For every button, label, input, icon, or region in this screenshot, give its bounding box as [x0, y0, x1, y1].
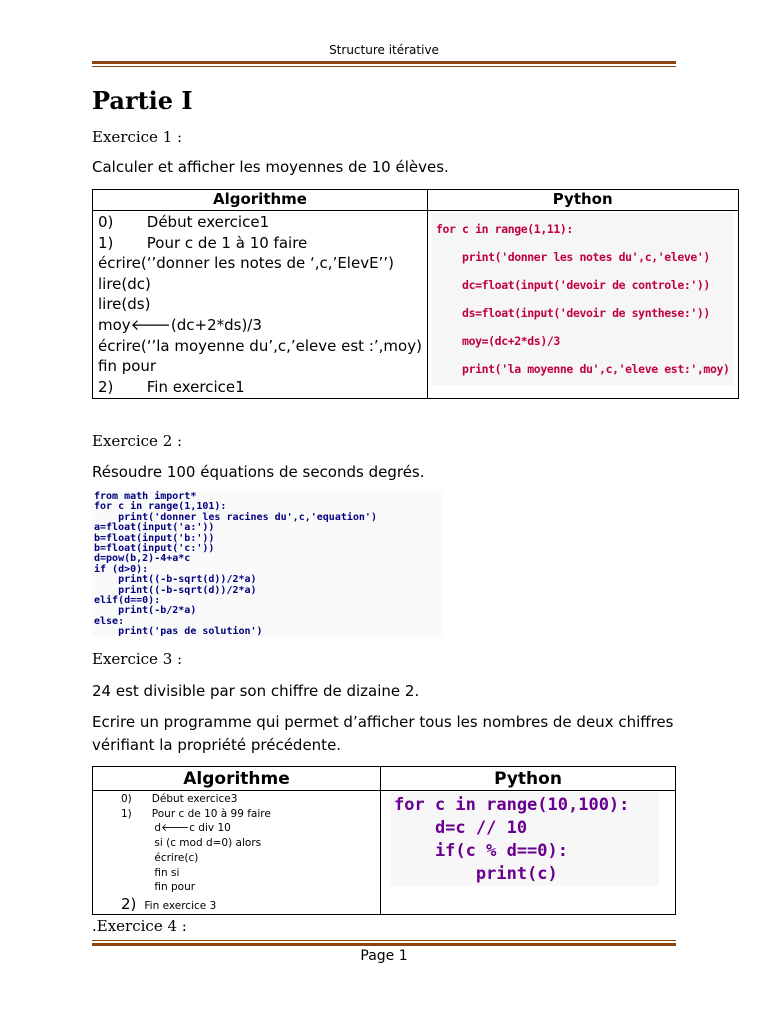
ex3-python-cell	[381, 791, 676, 915]
code-line: print('donner les racines du',c,'equation')	[94, 511, 377, 523]
algo-step-number: 2)	[121, 894, 137, 913]
ex1-algo-header: Algorithme	[93, 190, 428, 211]
code-line: if(c % d==0):	[394, 841, 568, 861]
exercise-2-title: Exercice 2 :	[92, 432, 183, 450]
code-line: else:	[94, 615, 125, 627]
exercise-2-code-image	[92, 491, 442, 637]
code-line: print('pas de solution')	[94, 626, 263, 638]
exercise-3-statement-2: Ecrire un programme qui permet d’afficher tous les nombres de deux chiffres vérifiant la propriété précédente.	[92, 713, 674, 754]
exercise-1-statement: Calculer et afficher les moyennes de 10 élèves.	[92, 158, 449, 176]
code-line: elif(d==0):	[94, 595, 161, 607]
code-line: dc=float(input('devoir de controle:'))	[435, 278, 710, 292]
footer-rule-thick	[92, 943, 676, 946]
ex3-algo-header: Algorithme	[93, 767, 381, 791]
algo-line: lire(ds)	[98, 295, 151, 314]
code-line: if (d>0):	[94, 563, 149, 575]
code-line: print('la moyenne du',c,'eleve est:',moy)	[435, 362, 730, 376]
algo-line: 1) Pour c de 10 à 99 faire	[121, 807, 271, 820]
code-line: b=float(input('c:'))	[94, 543, 215, 555]
algo-line: fin pour	[121, 881, 196, 894]
exercise-1-title: Exercice 1 :	[92, 128, 183, 146]
exercise-1-table	[92, 189, 739, 399]
code-line: print((-b-sqrt(d))/2*a)	[94, 574, 257, 586]
algo-line: 2) Fin exercice1	[98, 377, 245, 396]
ex1-python-header: Python	[427, 190, 738, 211]
footer-rule-thin	[92, 940, 676, 941]
code-line: for c in range(1,101):	[94, 501, 227, 513]
algo-line: d🡐c div 10	[121, 822, 231, 835]
ex3-python-code-image	[391, 792, 659, 886]
header-rule-thick	[92, 61, 676, 64]
code-line: a=float(input('a:'))	[94, 522, 215, 534]
algo-step-text: Fin exercice 3	[144, 899, 217, 912]
algo-last-line	[121, 894, 380, 914]
code-line: b=float(input('b:'))	[94, 532, 215, 544]
algo-line: écrire(c)	[121, 851, 199, 864]
header-rule-thin	[92, 66, 676, 67]
code-line: d=pow(b,2)-4+a*c	[94, 553, 191, 565]
code-line: print((-b-sqrt(d))/2*a)	[94, 584, 257, 596]
ex1-python-cell	[427, 211, 738, 399]
code-line: print(c)	[394, 864, 558, 884]
algo-line: 1) Pour c de 1 à 10 faire	[98, 233, 308, 252]
algo-line: 0) Début exercice3	[121, 793, 238, 805]
part-title: Partie I	[92, 86, 193, 115]
algo-line: si (c mod d=0) alors	[121, 837, 262, 850]
algo-line: écrire(‘’donner les notes de ‘,c,’ElevE’’)	[98, 254, 394, 273]
algo-line: moy🡐(dc+2*ds)/3	[98, 315, 262, 334]
exercise-3-title: Exercice 3 :	[92, 650, 183, 668]
ex3-algorithm-cell	[93, 791, 381, 915]
ex1-python-code-image	[432, 213, 734, 385]
code-line: moy=(dc+2*ds)/3	[435, 334, 560, 348]
code-line: print(-b/2*a)	[94, 605, 197, 617]
code-line: for c in range(10,100):	[394, 795, 630, 815]
exercise-3-statement-1: 24 est divisible par son chiffre de dizaine 2.	[92, 682, 420, 700]
code-line: ds=float(input('devoir de synthese:'))	[435, 306, 710, 320]
code-line: d=c // 10	[394, 818, 528, 838]
algo-line: écrire(‘’la moyenne du’,c,’eleve est :’,moy)	[98, 336, 422, 355]
algo-line: 0) Début exercice1	[98, 213, 270, 231]
running-header: Structure itérative	[329, 43, 439, 57]
code-line: for c in range(1,11):	[435, 222, 573, 236]
exercise-2-statement: Résoudre 100 équations de seconds degrés.	[92, 463, 425, 481]
algo-line: fin pour	[98, 357, 157, 376]
ex3-python-header: Python	[381, 767, 676, 791]
exercise-3-table	[92, 766, 676, 915]
code-line: print('donner les notes du',c,'eleve')	[435, 250, 710, 264]
algo-line: fin si	[121, 866, 180, 879]
code-line: from math import*	[94, 491, 197, 502]
exercise-4-title: .Exercice 4 :	[92, 917, 187, 935]
algo-line: lire(dc)	[98, 274, 151, 293]
page-number: Page 1	[360, 948, 408, 964]
ex1-algorithm-cell	[93, 211, 428, 399]
